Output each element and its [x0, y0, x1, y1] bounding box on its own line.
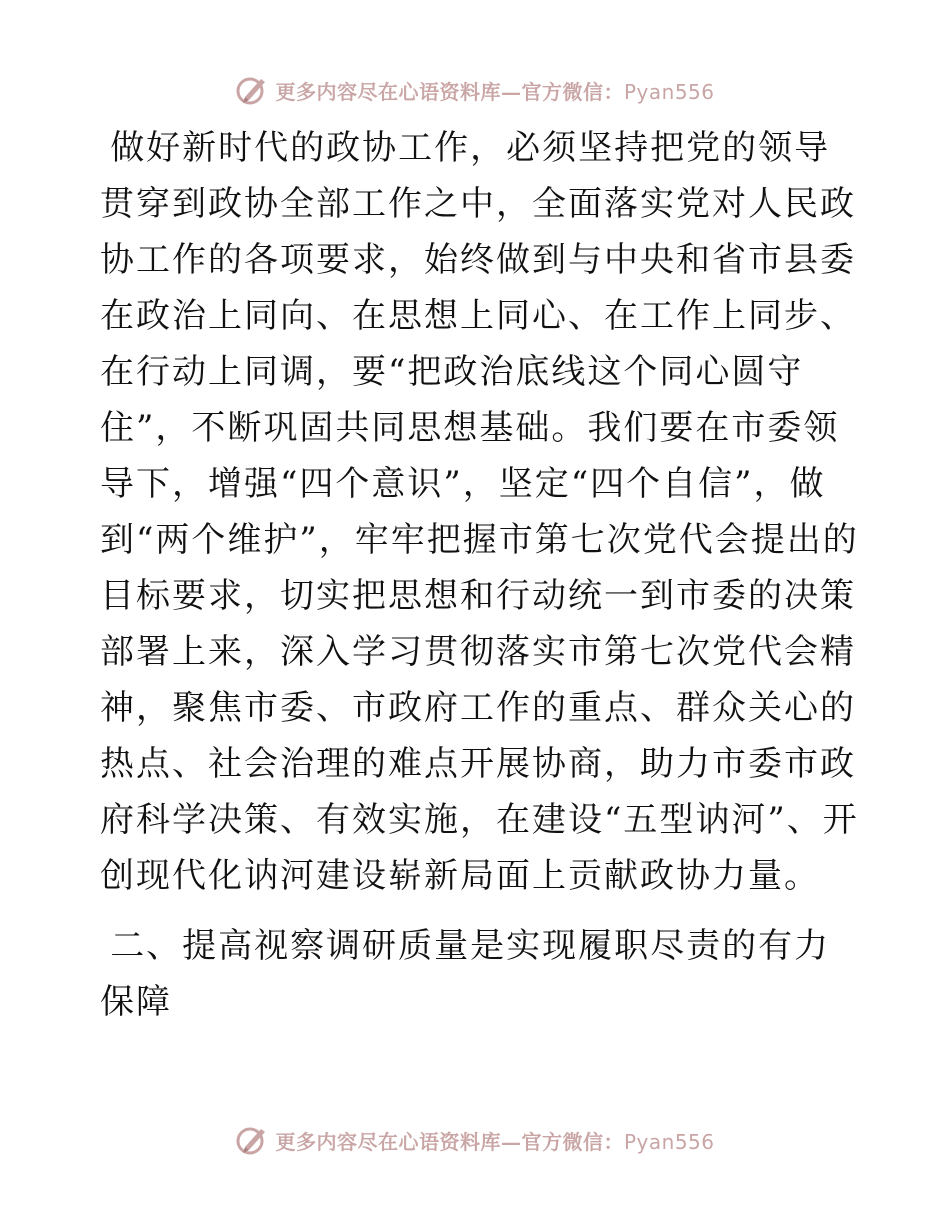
- watermark-banner-top: [0, 70, 950, 110]
- watermark-wechat-id: Pyan556: [623, 1129, 715, 1154]
- watermark-banner-bottom: [0, 1120, 950, 1160]
- body-paragraph: 做好新时代的政协工作，必须坚持把党的领导贯穿到政协全部工作之中，全面落实党对人民政协工作的各项要求，始终做到与中央和省市县委在政治上同向、在思想上同心、在工作上同步、在行动上同调，要“把政治底线这个同心圆守住”，不断巩固共同思想基础。我们要在市委领导下，增强“四个意识”，坚定“四个自信”，做到“两个维护”，牢牢把握市第七次党代会提出的目标要求，切实把思想和行动统一到市委的决策部署上来，深入学习贯彻落实市第七次党代会精神，聚焦市委、市政府工作的重点、群众关心的热点、社会治理的难点开展协商，助力市委市政府科学决策、有效实施，在建设“五型讷河”、开创现代化讷河建设崭新局面上贡献政协力量。: [100, 128, 859, 896]
- watermark-text: [275, 76, 714, 105]
- watermark-text-cn: 更多内容尽在心语资料库—官方微信：: [275, 79, 624, 104]
- section-heading: 二、提高视察调研质量是实现履职尽责的有力保障: [100, 926, 831, 1022]
- watermark-text-cn: 更多内容尽在心语资料库—官方微信：: [275, 1129, 624, 1154]
- pen-logo-icon: [235, 1123, 269, 1157]
- pen-logo-icon: [235, 73, 269, 107]
- watermark-wechat-id: Pyan556: [623, 79, 715, 104]
- document-body: [100, 120, 860, 1080]
- watermark-text: [275, 1126, 714, 1155]
